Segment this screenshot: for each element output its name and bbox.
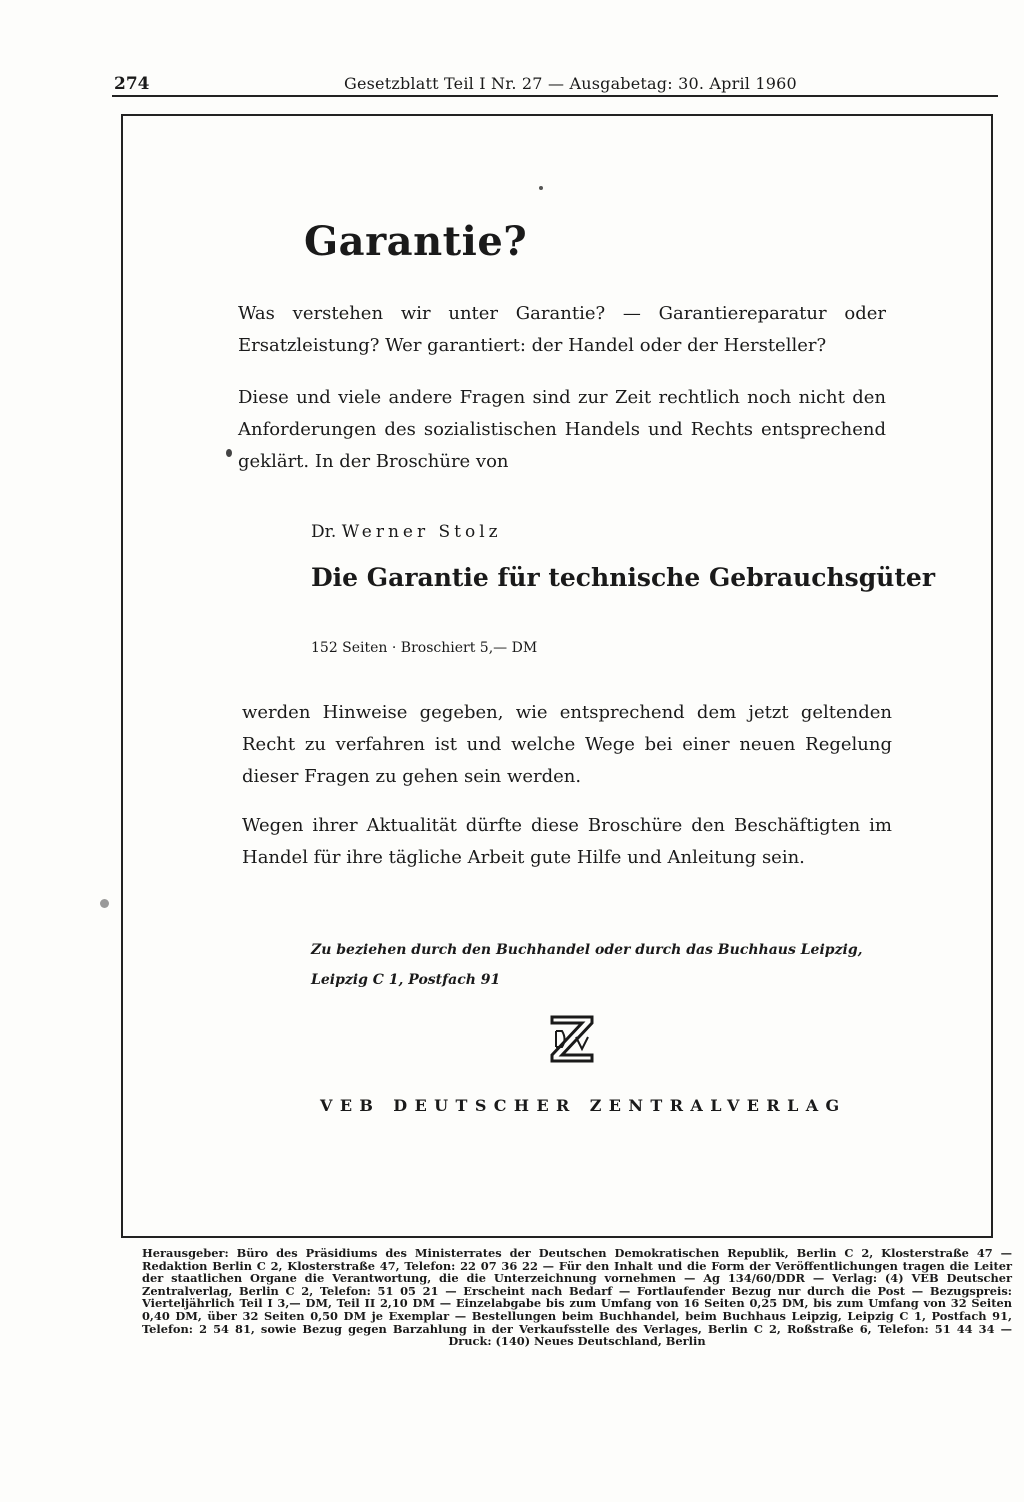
ad-headline: Garantie?: [304, 218, 528, 265]
book-author: [311, 522, 502, 542]
scan-speck: [539, 186, 543, 190]
book-title: Die Garantie für technische Gebrauchsgüter: [311, 563, 935, 592]
author-prefix: Dr.: [311, 522, 337, 542]
ad-paragraph-4: Wegen ihrer Aktualität dürfte diese Broschüre den Beschäftigten im Handel für ihre tägliche Arbeit gute Hilfe und Anleitung sein.: [242, 815, 892, 868]
author-name: Werner Stolz: [341, 522, 502, 542]
header-rule: [112, 95, 998, 97]
page-number: 274: [114, 74, 150, 94]
book-details: 152 Seiten · Broschiert 5,— DM: [311, 640, 538, 656]
imprint-notice: Herausgeber: Büro des Präsidiums des Ministerrates der Deutschen Demokratischen Republik, Berlin C 2, Klosterstraße 47 — Redaktion Berlin C 2, Klosterstraße 47, Telefon: 22 07 36 22 — Für den Inhalt und die Form der Veröffentlichungen tragen die Leiter der staatlichen Organe die Verantwortung, die die Unterzeichnung vornehmen — Ag 134/60/DDR — Verlag: (4) VEB Deutscher Zentralverlag, Berlin C 2, Telefon: 51 05 21 — Erscheint nach Bedarf — Fortlaufender Bezug nur durch die Post — Bezugspreis: Vierteljährlich Teil I 3,— DM, Teil II 2,10 DM — Einzelabgabe bis zum Umfang von 16 Seiten 0,25 DM, bis zum Umfang von 32 Seiten 0,40 DM, über 32 Seiten 0,50 DM je Exemplar — Bestellungen beim Buchhandel, beim Buchhaus Leipzig, Leipzig C 1, Postfach 91, Telefon: 2 54 81, sowie Bezug gegen Barzahlung in der Verkaufsstelle des Verlages, Berlin C 2, Roßstraße 6, Telefon: 51 44 34 — Druck: (140) Neues Deutschland, Berlin: [142, 1246, 1012, 1349]
ad-paragraph-1: Was verstehen wir unter Garantie? — Garantiereparatur oder Ersatzleistung? Wer garantiert: der Handel oder der Hersteller?: [238, 303, 886, 356]
ad-paragraph-2: Diese und viele andere Fragen sind zur Zeit rechtlich noch nicht den Anforderungen des sozialistischen Handels und Rechts entsprechend geklärt. In der Broschüre von: [238, 387, 886, 472]
advertisement-frame: [121, 114, 993, 1238]
publisher-name: VEB DEUTSCHER ZENTRALVERLAG: [320, 1096, 847, 1115]
publisher-logo-icon: [548, 1013, 596, 1065]
ad-paragraph-3: werden Hinweise gegeben, wie entsprechend dem jetzt geltenden Recht zu verfahren ist und welche Wege bei einer neuen Regelung dieser Fragen zu gehen sein werden.: [242, 702, 892, 787]
scan-speck: [226, 449, 232, 457]
order-info: Zu beziehen durch den Buchhandel oder durch das Buchhaus Leipzig, Leipzig C 1, Postfach 91: [311, 942, 863, 988]
scan-speck: [100, 899, 109, 908]
running-head: Gesetzblatt Teil I Nr. 27 — Ausgabetag: 30. April 1960: [344, 74, 797, 93]
